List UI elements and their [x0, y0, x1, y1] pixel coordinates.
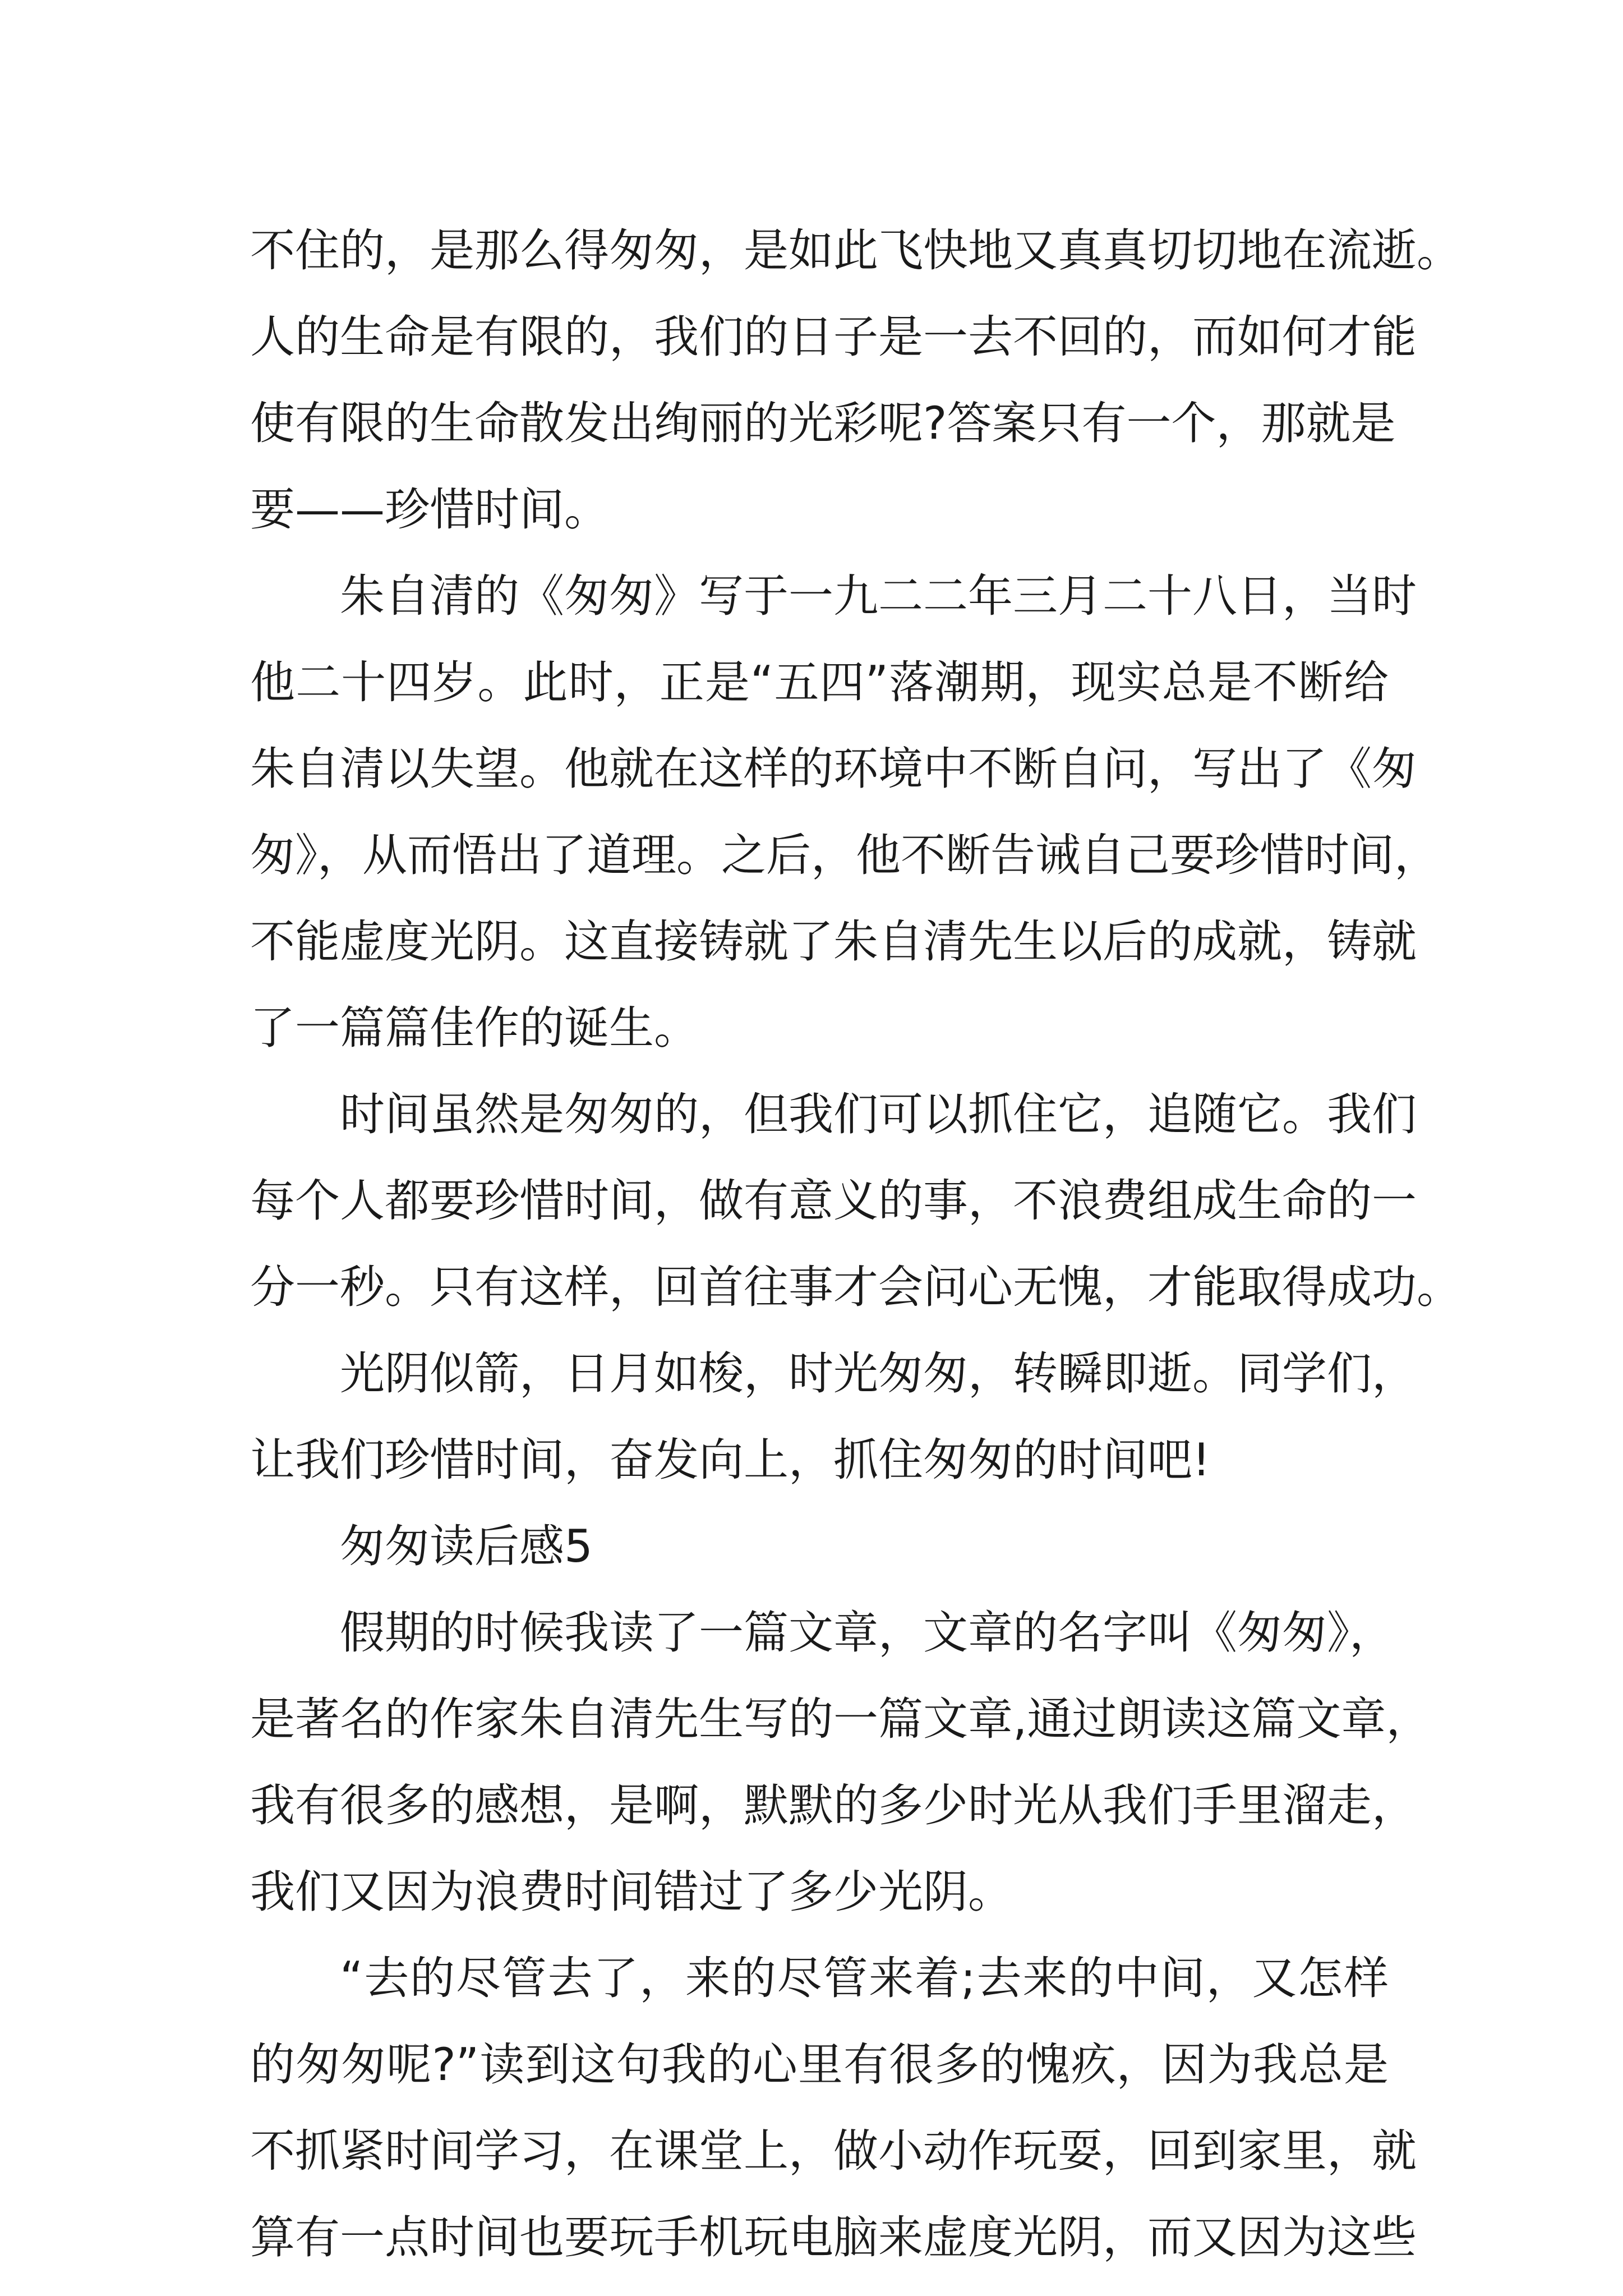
text-line: 他二十四岁。此时，正是“五四”落潮期，现实总是不断给	[250, 656, 1389, 708]
text-line: 人的生命是有限的，我们的日子是一去不回的，而如何才能	[250, 311, 1417, 363]
text-line: 匆匆读后感5	[340, 1520, 593, 1572]
text-line: 每个人都要珍惜时间，做有意义的事，不浪费组成生命的一	[250, 1175, 1417, 1227]
text-line: 我们又因为浪费时间错过了多少光阴。	[250, 1866, 1013, 1918]
text-line: 要——珍惜时间。	[250, 484, 609, 536]
text-line: 不住的，是那么得匆匆，是如此飞快地又真真切切地在流逝。	[250, 224, 1461, 277]
text-line: 算有一点时间也要玩手机玩电脑来虚度光阴，而又因为这些	[250, 2211, 1417, 2263]
text-line: 光阴似箭，日月如梭，时光匆匆，转瞬即逝。同学们，	[340, 1347, 1417, 1400]
text-line: 匆》，从而悟出了道理。之后，他不断告诫自己要珍惜时间，	[250, 829, 1439, 881]
text-line: 是著名的作家朱自清先生写的一篇文章,通过朗读这篇文章，	[250, 1693, 1431, 1745]
text-line: 朱自清的《匆匆》写于一九二二年三月二十八日，当时	[340, 570, 1417, 622]
text-line: 假期的时候我读了一篇文章，文章的名字叫《匆匆》，	[340, 1607, 1394, 1659]
text-line: 朱自清以失望。他就在这样的环境中不断自问，写出了《匆	[250, 743, 1417, 795]
body-text	[250, 208, 1461, 2281]
text-line: 了一篇篇佳作的诞生。	[250, 1002, 699, 1054]
text-line: 分一秒。只有这样，回首往事才会问心无愧，才能取得成功。	[250, 1261, 1461, 1313]
text-line: 不抓紧时间学习，在课堂上，做小动作玩耍，回到家里，就	[250, 2125, 1417, 2177]
text-line: 不能虚度光阴。这直接铸就了朱自清先生以后的成就，铸就	[250, 915, 1417, 968]
text-line: “去的尽管去了，来的尽管来着;去来的中间，又怎样	[340, 1952, 1389, 2004]
text-line: 使有限的生命散发出绚丽的光彩呢?答案只有一个，那就是	[250, 397, 1396, 449]
text-line: 我有很多的感想，是啊，默默的多少时光从我们手里溜走，	[250, 1779, 1417, 1832]
text-line: 让我们珍惜时间，奋发向上，抓住匆匆的时间吧!	[250, 1434, 1211, 1486]
text-line: 的匆匆呢?”读到这句我的心里有很多的愧疚，因为我总是	[250, 2039, 1389, 2091]
text-line: 时间虽然是匆匆的，但我们可以抓住它，追随它。我们	[340, 1088, 1417, 1140]
